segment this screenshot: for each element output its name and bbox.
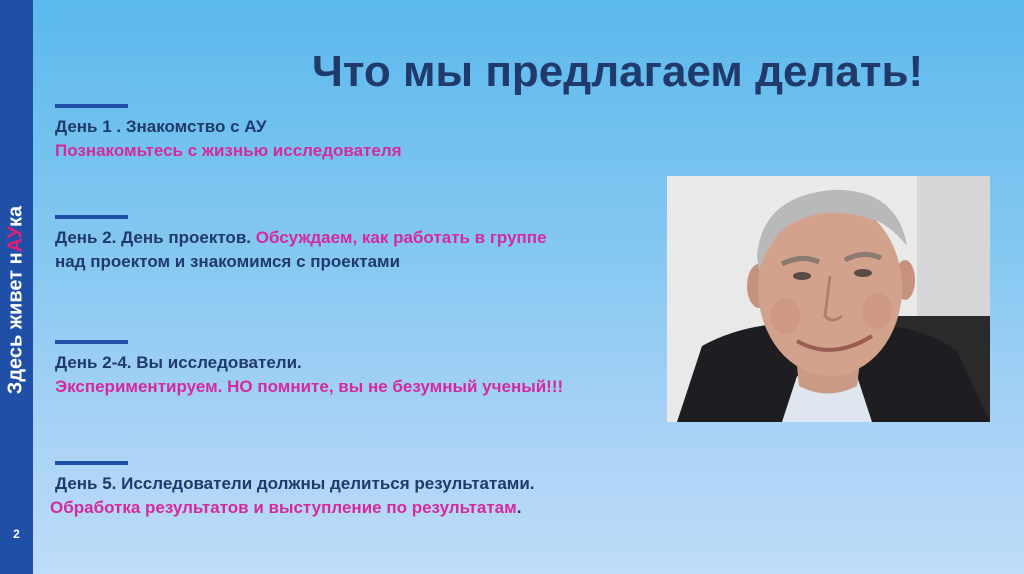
sidebar-slogan — [5, 206, 28, 394]
day-4-period: . — [516, 498, 522, 517]
day-4-subtitle: Обработка результатов и выступление по результатам — [50, 498, 517, 517]
portrait-photo — [667, 176, 990, 422]
day-rule — [55, 215, 128, 219]
day-rule — [55, 340, 128, 344]
slogan-part-1: Здесь живет н — [4, 252, 27, 395]
day-2-heading-line — [55, 226, 547, 250]
portrait-illustration — [667, 176, 990, 422]
day-4-heading: День 5. Исследователи должны делиться результатами. — [55, 474, 535, 493]
slogan-accent: АУ — [4, 226, 27, 253]
day-3-subtitle: Экспериментируем. НО помните, вы не безумный ученый!!! — [55, 377, 564, 396]
day-block-4 — [50, 461, 535, 520]
day-block-1 — [55, 104, 402, 163]
day-1-heading: День 1 . Знакомство с АУ — [55, 117, 267, 136]
slogan-part-2: ка — [4, 205, 27, 227]
day-2-subtitle: над проектом и знакомимся с проектами — [55, 252, 401, 271]
day-2-highlight: Обсуждаем, как работать в группе — [255, 228, 547, 247]
day-4-subtitle-line — [50, 496, 535, 520]
sidebar — [0, 0, 33, 574]
day-3-heading: День 2-4. Вы исследователи. — [55, 353, 302, 372]
slide-title: Что мы предлагаем делать! — [312, 47, 924, 96]
day-1-subtitle: Познакомьтесь с жизнью исследователя — [55, 141, 402, 160]
day-block-3 — [55, 340, 563, 399]
day-block-2 — [55, 215, 547, 274]
page-number: 2 — [13, 527, 20, 541]
day-2-heading: День 2. День проектов. — [55, 228, 256, 247]
day-rule — [55, 461, 128, 465]
day-rule — [55, 104, 128, 108]
